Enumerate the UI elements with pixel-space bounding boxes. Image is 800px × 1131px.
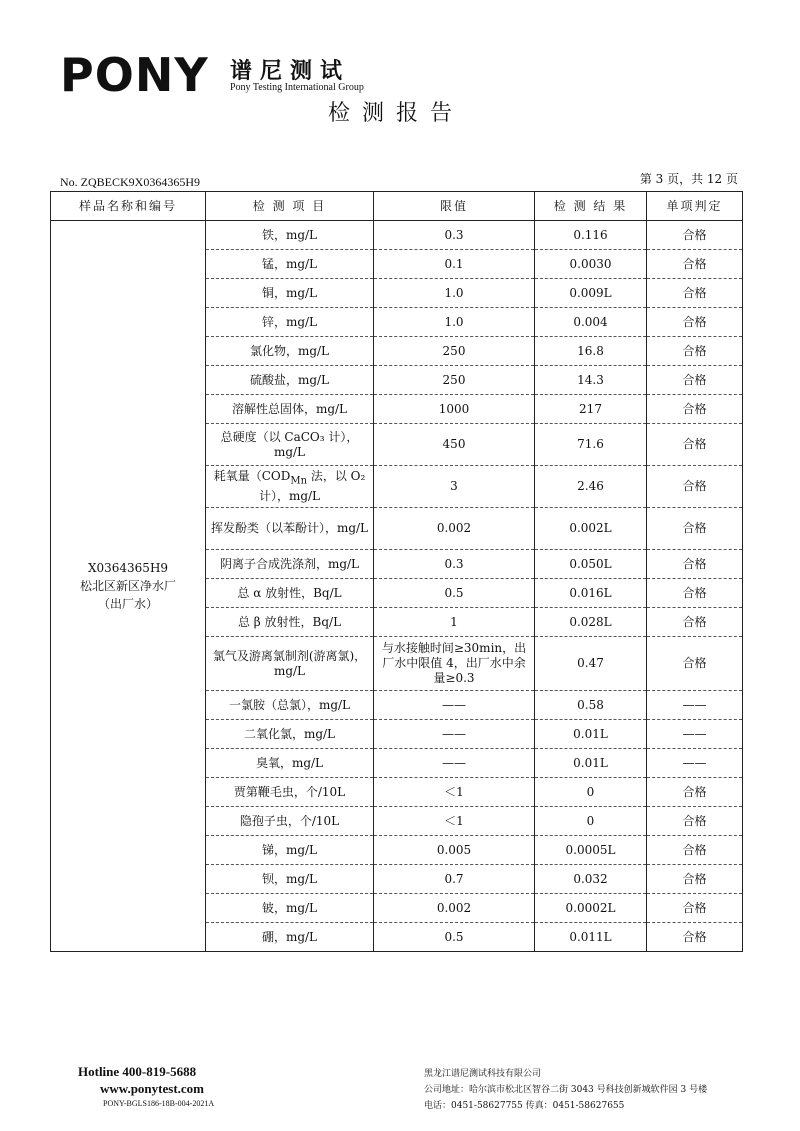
cell-item: 铍，mg/L (206, 894, 374, 923)
cell-item: 臭氧，mg/L (206, 749, 374, 778)
cell-item: 硫酸盐，mg/L (206, 366, 374, 395)
cell-limit: 3 (374, 466, 535, 508)
cell-limit: 250 (374, 366, 535, 395)
pony-logo: PONY (60, 48, 209, 102)
cell-limit: —— (374, 720, 535, 749)
cell-result: 0.47 (535, 637, 647, 691)
sample-name-cell (51, 221, 206, 952)
cell-item: 阴离子合成洗涤剂，mg/L (206, 550, 374, 579)
cell-result: 0.116 (535, 221, 647, 250)
footer-phone: 电话：0451-58627755 传真：0451-58627655 (424, 1101, 625, 1111)
cell-verdict: 合格 (647, 807, 743, 836)
cell-verdict: 合格 (647, 366, 743, 395)
cell-limit: —— (374, 691, 535, 720)
cell-verdict: 合格 (647, 279, 743, 308)
cell-verdict: 合格 (647, 395, 743, 424)
cell-item: 溶解性总固体，mg/L (206, 395, 374, 424)
cell-limit: 0.002 (374, 508, 535, 550)
header-limit: 限值 (374, 192, 535, 221)
cell-limit: 1.0 (374, 308, 535, 337)
cell-verdict: 合格 (647, 508, 743, 550)
cell-item: 钡，mg/L (206, 865, 374, 894)
cell-item: 隐孢子虫，个/10L (206, 807, 374, 836)
cell-limit: 0.1 (374, 250, 535, 279)
cell-result: 217 (535, 395, 647, 424)
cell-verdict: 合格 (647, 579, 743, 608)
cell-result: 0.0030 (535, 250, 647, 279)
cell-verdict: 合格 (647, 894, 743, 923)
cell-verdict: 合格 (647, 865, 743, 894)
cell-result: 0.004 (535, 308, 647, 337)
cell-verdict: —— (647, 720, 743, 749)
sample-line: X0364365H9 (87, 561, 169, 575)
cell-verdict: 合格 (647, 550, 743, 579)
footer-address: 公司地址：哈尔滨市松北区智谷二街 3043 号科技创新城软件园 3 号楼 (424, 1085, 708, 1095)
cell-verdict: 合格 (647, 337, 743, 366)
website-link[interactable]: www.ponytest.com (100, 1081, 204, 1096)
cell-item: 贾第鞭毛虫，个/10L (206, 778, 374, 807)
cell-limit: 0.3 (374, 221, 535, 250)
sample-line: 松北区新区净水厂 (79, 579, 176, 593)
cell-item: 铜，mg/L (206, 279, 374, 308)
cell-limit: 0.005 (374, 836, 535, 865)
cell-limit: ＜1 (374, 778, 535, 807)
cell-item: 挥发酚类（以苯酚计），mg/L (206, 508, 374, 550)
cell-result: 71.6 (535, 424, 647, 466)
cell-result: 0.011L (535, 923, 647, 952)
cell-verdict: 合格 (647, 424, 743, 466)
cell-limit: 0.002 (374, 894, 535, 923)
cell-item: 二氧化氯，mg/L (206, 720, 374, 749)
cell-verdict: 合格 (647, 778, 743, 807)
cell-item: 一氯胺（总氯），mg/L (206, 691, 374, 720)
header-verdict: 单项判定 (647, 192, 743, 221)
report-title: 检测报告 (328, 101, 465, 126)
cell-limit: 0.3 (374, 550, 535, 579)
cell-item: 锌，mg/L (206, 308, 374, 337)
cell-limit: 250 (374, 337, 535, 366)
cell-result: 0.016L (535, 579, 647, 608)
cell-result: 16.8 (535, 337, 647, 366)
cell-verdict: 合格 (647, 637, 743, 691)
cell-item: 总 α 放射性，Bq/L (206, 579, 374, 608)
results-table (50, 191, 743, 952)
footer-company-name: 黑龙江谱尼测试科技有限公司 (424, 1069, 542, 1079)
cell-result: 14.3 (535, 366, 647, 395)
cell-limit: —— (374, 749, 535, 778)
cell-verdict: —— (647, 749, 743, 778)
footer-company (424, 1066, 707, 1114)
cell-verdict: 合格 (647, 608, 743, 637)
cell-limit: 0.7 (374, 865, 535, 894)
cell-verdict: 合格 (647, 250, 743, 279)
cell-item: 耗氧量（$COD_{Mn}$ 法，以 O₂ 计），mg/L (206, 466, 374, 508)
cell-limit: 1 (374, 608, 535, 637)
cell-result: 0.028L (535, 608, 647, 637)
cell-result: 0.009L (535, 279, 647, 308)
cell-verdict: 合格 (647, 923, 743, 952)
header-sample: 样品名称和编号 (51, 192, 206, 221)
report-number: No. ZQBECK9X0364365H9 (60, 175, 200, 189)
cell-result: 0.0002L (535, 894, 647, 923)
cell-limit: 与水接触时间≥30min，出厂水中限值 4，出厂水中余量≥0.3 (374, 637, 535, 691)
cell-verdict: 合格 (647, 836, 743, 865)
cell-limit: 1000 (374, 395, 535, 424)
cell-result: 0.01L (535, 749, 647, 778)
cell-item: 氯气及游离氯制剂(游离氯)，mg/L (206, 637, 374, 691)
sample-line: （出厂水） (97, 597, 158, 611)
cell-verdict: 合格 (647, 221, 743, 250)
cell-item: 总 β 放射性，Bq/L (206, 608, 374, 637)
cell-limit: 450 (374, 424, 535, 466)
cell-result: 0.050L (535, 550, 647, 579)
cell-result: 0.032 (535, 865, 647, 894)
cell-result: 0 (535, 778, 647, 807)
cell-item: 硼，mg/L (206, 923, 374, 952)
cell-item: 锰，mg/L (206, 250, 374, 279)
cell-verdict: —— (647, 691, 743, 720)
cell-result: 0.0005L (535, 836, 647, 865)
cell-limit: 0.5 (374, 923, 535, 952)
table-header-row (51, 192, 743, 221)
footer-contact (78, 1063, 214, 1111)
page-info: 第 3 页，共 12 页 (639, 172, 738, 186)
cell-item: 总硬度（以 CaCO₃ 计），mg/L (206, 424, 374, 466)
cell-limit: 0.5 (374, 579, 535, 608)
cell-verdict: 合格 (647, 308, 743, 337)
header-item: 检 测 项 目 (206, 192, 374, 221)
table-row (51, 221, 743, 250)
cell-limit: 1.0 (374, 279, 535, 308)
cell-item: 铁，mg/L (206, 221, 374, 250)
cell-verdict: 合格 (647, 466, 743, 508)
cell-result: 2.46 (535, 466, 647, 508)
report-header (60, 48, 740, 132)
cell-result: 0.01L (535, 720, 647, 749)
company-name-cn: 谱尼测试 (230, 59, 351, 84)
form-number: PONY-BGLS186-18B-004-2021A (103, 1099, 215, 1108)
company-name-en: Pony Testing International Group (230, 82, 364, 93)
cell-result: 0.002L (535, 508, 647, 550)
cell-item: 氯化物，mg/L (206, 337, 374, 366)
cell-result: 0.58 (535, 691, 647, 720)
header-result: 检 测 结 果 (535, 192, 647, 221)
cell-result: 0 (535, 807, 647, 836)
hotline: Hotline 400-819-5688 (78, 1064, 197, 1079)
cell-item: 锑，mg/L (206, 836, 374, 865)
cell-limit: ＜1 (374, 807, 535, 836)
